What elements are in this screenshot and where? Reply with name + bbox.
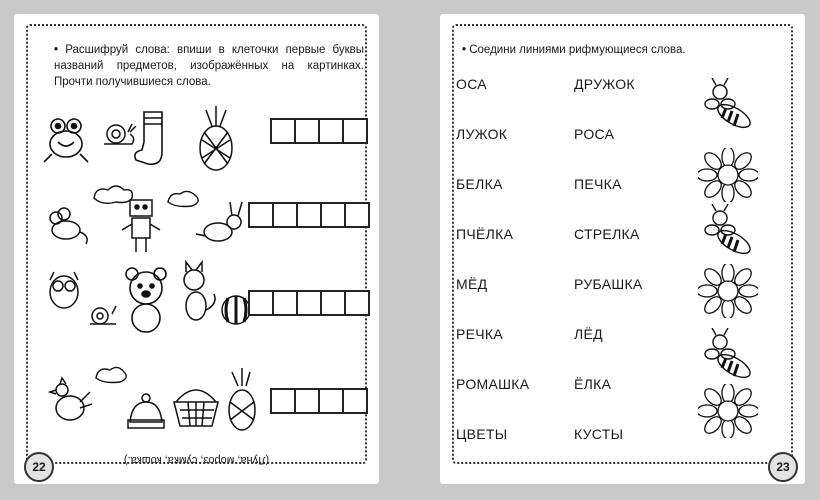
answer-box[interactable] [248, 290, 274, 316]
hat-icon [128, 394, 164, 428]
flower-icon [698, 384, 758, 438]
answer-boxes-row-4 [270, 388, 366, 414]
answer-boxes-row-3 [248, 290, 368, 316]
ball-icon [222, 296, 250, 324]
word-left-1[interactable]: ОСА [456, 76, 487, 92]
pineapple-icon [229, 368, 255, 430]
word-left-7[interactable]: РОМАШКА [456, 376, 530, 392]
answer-box[interactable] [344, 202, 370, 228]
owl-icon [50, 272, 78, 308]
snail-icon [90, 306, 116, 324]
word-right-1[interactable]: ДРУЖОК [574, 76, 635, 92]
sock-icon [135, 112, 162, 164]
basket-icon [174, 390, 218, 426]
instruction-body: Соедини линиями рифмующиеся слова. [469, 44, 686, 56]
page-number: 22 [24, 452, 54, 482]
word-left-5[interactable]: МЁД [456, 276, 488, 292]
answer-box[interactable] [342, 118, 368, 144]
left-page [14, 14, 379, 484]
bee-icon [698, 204, 758, 258]
bear-icon [126, 268, 166, 332]
answer-box[interactable] [248, 202, 274, 228]
answer-box[interactable] [294, 388, 320, 414]
answer-box[interactable] [296, 202, 322, 228]
word-right-4[interactable]: СТРЕЛКА [574, 226, 640, 242]
right-page [440, 14, 805, 484]
rooster-icon [50, 378, 92, 420]
bee-icon [698, 328, 758, 382]
instruction-body: Расшифруй слова: впиши в клеточки первые буквы названий предметов, изображённых на картинках. Прочти получившиеся слова. [54, 44, 365, 88]
instruction-text [462, 42, 782, 58]
picture-row-2 [36, 180, 256, 260]
answer-box[interactable] [320, 290, 346, 316]
answer-box[interactable] [344, 290, 370, 316]
word-right-5[interactable]: РУБАШКА [574, 276, 643, 292]
answer-box[interactable] [342, 388, 368, 414]
word-left-6[interactable]: РЕЧКА [456, 326, 503, 342]
bullet: • [54, 44, 59, 56]
flower-icon [698, 264, 758, 318]
answer-box[interactable] [270, 388, 296, 414]
answer-box[interactable] [318, 118, 344, 144]
answer-box[interactable] [294, 118, 320, 144]
bunny-icon [196, 202, 242, 241]
mouse-icon [50, 208, 87, 244]
answer-box[interactable] [272, 290, 298, 316]
cloud-icon [94, 186, 198, 207]
pineapple-icon [200, 106, 232, 170]
answer-box[interactable] [272, 202, 298, 228]
word-right-3[interactable]: ПЕЧКА [574, 176, 622, 192]
word-left-3[interactable]: БЕЛКА [456, 176, 503, 192]
hint-text: (Луна, мороз, сумка, кошка.) [123, 454, 270, 466]
answer-box[interactable] [318, 388, 344, 414]
picture-row-3 [36, 258, 256, 338]
answer-boxes-row-1 [270, 118, 366, 144]
picture-row-4 [36, 358, 256, 438]
answer-box[interactable] [296, 290, 322, 316]
answer-box[interactable] [270, 118, 296, 144]
cloud-icon [96, 367, 126, 382]
word-right-8[interactable]: КУСТЫ [574, 426, 624, 442]
word-left-2[interactable]: ЛУЖОК [456, 126, 508, 142]
word-right-7[interactable]: ЁЛКА [574, 376, 612, 392]
picture-row-1 [36, 102, 256, 182]
snail-icon [104, 124, 136, 144]
word-right-2[interactable]: РОСА [574, 126, 615, 142]
answer-boxes-row-2 [248, 202, 368, 228]
robot-icon [122, 200, 160, 252]
frog-icon [44, 119, 88, 162]
word-left-8[interactable]: ЦВЕТЫ [456, 426, 508, 442]
answer-box[interactable] [320, 202, 346, 228]
page-number: 23 [768, 452, 798, 482]
word-left-4[interactable]: ПЧЁЛКА [456, 226, 514, 242]
flower-icon [698, 148, 758, 202]
bee-icon [698, 78, 758, 132]
bullet: • [462, 44, 467, 56]
cat-icon [184, 262, 215, 320]
instruction-text [54, 42, 364, 90]
word-right-6[interactable]: ЛЁД [574, 326, 603, 342]
